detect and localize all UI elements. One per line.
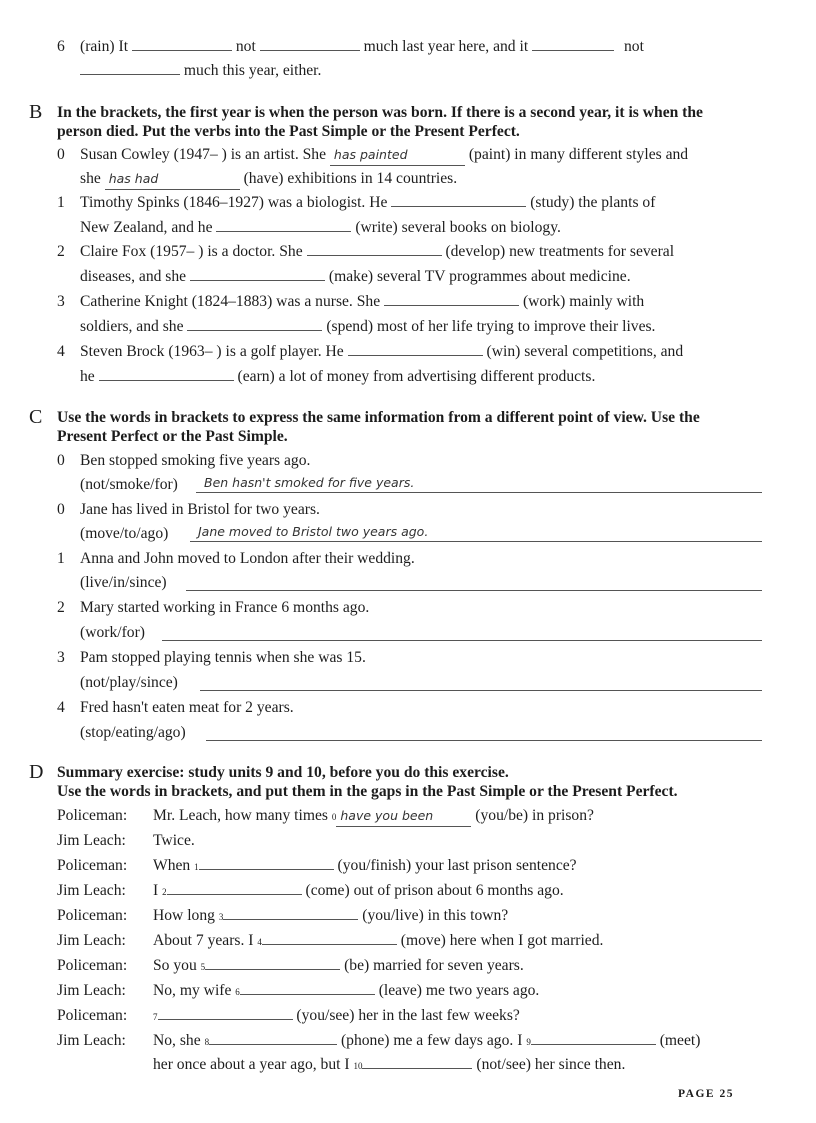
page-number: PAGE 25 — [678, 1088, 734, 1100]
exercise-c-sentence: Fred hasn't eaten meat for 2 years. — [80, 699, 294, 716]
exercise-b-item: soldiers, and she (spend) most of her life trying to improve their lives. — [80, 318, 656, 335]
exercise-b-item: Catherine Knight (1824–1883) was a nurse. She (work) mainly with — [80, 293, 645, 310]
text: much last year here, and it — [363, 38, 529, 55]
answer-gap[interactable]: have you been — [336, 806, 471, 827]
dialogue-line: I $^2$ (come) out of prison about 6 months ago. — [153, 882, 564, 899]
exercise-c-cue: (not/smoke/for) — [80, 476, 178, 493]
answer-gap[interactable] — [205, 958, 340, 970]
exercise-b-item: Susan Cowley (1947– ) is an artist. She has painted (paint) in many different styles and — [80, 145, 688, 166]
dialogue-line: Mr. Leach, how many times $^0$ have you been (you/be) in prison? — [153, 806, 594, 827]
answer-gap[interactable] — [158, 1008, 293, 1020]
dialogue-line: her once about a year ago, but I $^{10}$ (not/see) her since then. — [153, 1056, 626, 1073]
speaker-label: Jim Leach: — [57, 982, 126, 999]
answer-line[interactable] — [206, 739, 762, 741]
speaker-label: Policeman: — [57, 857, 128, 874]
item-number: 1 — [57, 550, 65, 567]
answer-gap[interactable] — [209, 1033, 337, 1045]
answer-gap[interactable] — [307, 244, 442, 256]
dialogue-line: No, my wife $^6$ (leave) me two years ago. — [153, 982, 540, 999]
item-number: 4 — [57, 699, 65, 716]
item-number: 0 — [57, 501, 65, 518]
exercise-c-cue: (move/to/ago) — [80, 525, 169, 542]
item-number: 1 — [57, 194, 65, 211]
exercise-b-item: diseases, and she (make) several TV programmes about medicine. — [80, 268, 631, 285]
handwritten-answer: Ben hasn't smoked for five years. — [204, 475, 415, 490]
answer-gap[interactable] — [240, 983, 375, 995]
speaker-label: Jim Leach: — [57, 882, 126, 899]
speaker-label: Jim Leach: — [57, 832, 126, 849]
text: not — [235, 38, 256, 55]
exercise-c-sentence: Mary started working in France 6 months ago. — [80, 599, 370, 616]
answer-gap[interactable] — [187, 319, 322, 331]
dialogue-line: When $^1$ (you/finish) your last prison sentence? — [153, 857, 577, 874]
answer-gap[interactable]: has painted — [330, 145, 465, 166]
exercise-b-item: he (earn) a lot of money from advertising different products. — [80, 368, 596, 385]
answer-gap[interactable] — [531, 1033, 656, 1045]
item-number: 6 — [57, 38, 65, 55]
dialogue-line: Twice. — [153, 832, 195, 849]
answer-gap[interactable] — [80, 63, 180, 75]
exercise-c-cue: (work/for) — [80, 624, 145, 641]
item-number: 3 — [57, 649, 65, 666]
exercise-b-item: Timothy Spinks (1846–1927) was a biologist. He (study) the plants of — [80, 194, 656, 211]
speaker-label: Policeman: — [57, 957, 128, 974]
text: (rain) It — [80, 38, 129, 55]
exercise-a-line — [80, 61, 321, 81]
answer-gap[interactable] — [362, 1057, 472, 1069]
answer-line[interactable] — [186, 589, 762, 591]
answer-gap[interactable] — [99, 369, 234, 381]
exercise-b-item: Steven Brock (1963– ) is a golf player. He (win) several competitions, and — [80, 343, 684, 360]
item-number: 3 — [57, 293, 65, 310]
instruction-c: Use the words in brackets to express the same information from a different point of view. Use the Present Perfect or the Past Simple. — [57, 409, 700, 445]
answer-gap[interactable] — [348, 344, 483, 356]
answer-gap[interactable] — [384, 294, 519, 306]
answer-gap[interactable] — [216, 220, 351, 232]
answer-gap[interactable] — [262, 933, 397, 945]
item-number: 0 — [57, 146, 65, 163]
dialogue-line: So you $^5$ (be) married for seven years. — [153, 957, 524, 974]
item-number: 0 — [57, 452, 65, 469]
speaker-label: Policeman: — [57, 907, 128, 924]
instruction-d: Summary exercise: study units 9 and 10, before you do this exercise. Use the words in brackets, and put them in the gaps in the Past Simple or the Present Perfect. — [57, 764, 678, 800]
section-letter-b: B — [29, 101, 43, 123]
item-number: 2 — [57, 599, 65, 616]
exercise-c-sentence: Anna and John moved to London after their wedding. — [80, 550, 415, 567]
exercise-a-line — [80, 37, 644, 57]
answer-gap[interactable] — [199, 858, 334, 870]
answer-gap[interactable] — [167, 883, 302, 895]
text: not — [623, 38, 644, 55]
speaker-label: Jim Leach: — [57, 932, 126, 949]
exercise-c-cue: (live/in/since) — [80, 574, 167, 591]
answer-gap[interactable]: has had — [105, 169, 240, 190]
dialogue-line: No, she $^8$ (phone) me a few days ago. I $^9$ (meet) — [153, 1032, 701, 1049]
speaker-label: Policeman: — [57, 807, 128, 824]
exercise-c-sentence: Pam stopped playing tennis when she was 15. — [80, 649, 366, 666]
text: much this year, either. — [183, 62, 322, 79]
exercise-c-sentence: Ben stopped smoking five years ago. — [80, 452, 311, 469]
item-number: 2 — [57, 243, 65, 260]
answer-line[interactable] — [162, 639, 762, 641]
exercise-b-item: New Zealand, and he (write) several books on biology. — [80, 219, 561, 236]
exercise-c-sentence: Jane has lived in Bristol for two years. — [80, 501, 320, 518]
instruction-b: In the brackets, the first year is when the person was born. If there is a second year, it is when the person died. Put the verbs into the Past Simple or the Present Perfect. — [57, 104, 703, 140]
dialogue-line: How long $^3$ (you/live) in this town? — [153, 907, 509, 924]
item-number: 4 — [57, 343, 65, 360]
answer-gap[interactable] — [391, 195, 526, 207]
dialogue-line: $^7$ (you/see) her in the last few weeks? — [153, 1007, 520, 1024]
exercise-b-item: she has had (have) exhibitions in 14 countries. — [80, 169, 457, 190]
answer-gap[interactable] — [223, 908, 358, 920]
answer-gap[interactable] — [190, 269, 325, 281]
answer-gap[interactable] — [132, 39, 232, 51]
answer-gap[interactable] — [260, 39, 360, 51]
exercise-b-item: Claire Fox (1957– ) is a doctor. She (develop) new treatments for several — [80, 243, 675, 260]
section-letter-c: C — [29, 406, 43, 428]
speaker-label: Policeman: — [57, 1007, 128, 1024]
exercise-c-cue: (stop/eating/ago) — [80, 724, 186, 741]
answer-line[interactable] — [200, 689, 762, 691]
speaker-label: Jim Leach: — [57, 1032, 126, 1049]
handwritten-answer: Jane moved to Bristol two years ago. — [198, 524, 429, 539]
answer-gap[interactable] — [532, 39, 614, 51]
dialogue-line: About 7 years. I $^4$ (move) here when I got married. — [153, 932, 604, 949]
section-letter-d: D — [29, 761, 44, 783]
exercise-c-cue: (not/play/since) — [80, 674, 178, 691]
